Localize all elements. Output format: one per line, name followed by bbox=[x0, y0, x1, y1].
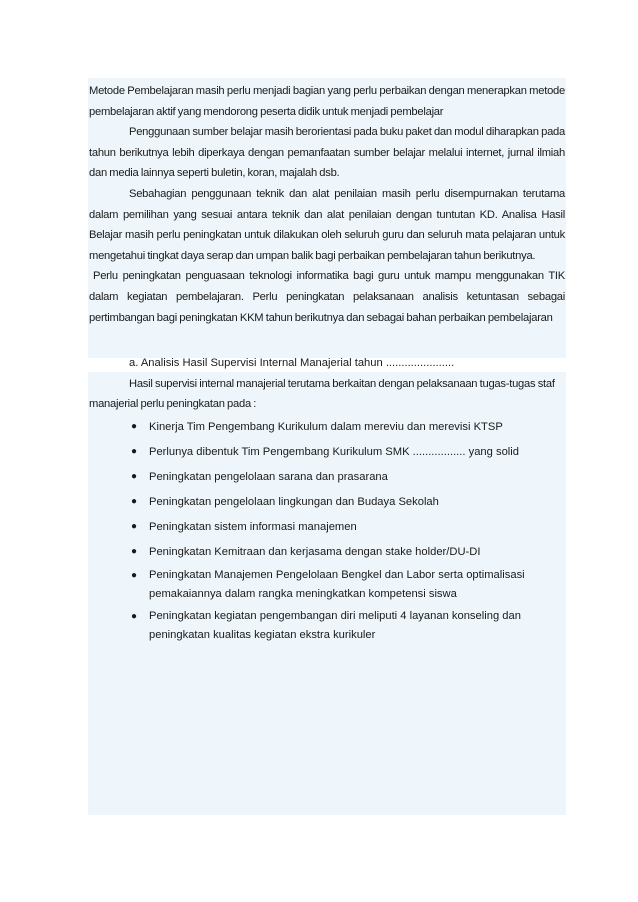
body-text bbox=[89, 81, 565, 328]
list-item bbox=[89, 517, 565, 538]
list-item bbox=[89, 566, 565, 604]
bullet-icon: ● bbox=[131, 420, 138, 432]
bullet-icon: ● bbox=[131, 470, 138, 482]
bullet-icon: ● bbox=[131, 610, 138, 622]
list-item-text: Peningkatan sistem informasi manajemen bbox=[149, 521, 357, 534]
list-item bbox=[89, 467, 565, 488]
bullet-icon: ● bbox=[131, 445, 138, 457]
paragraph-tik: Perlu peningkatan penguasaan teknologi informatika bagi guru untuk mampu menggunakan TIK dalam kegiatan pembelajaran. Perlu peningkatan pelaksanaan analisis ketuntasan sebagai pertimbangan bagi peningkatan KKM tahun berikutnya dan sebagai bahan perbaikan pembelajaran bbox=[89, 270, 565, 324]
bullet-icon: ● bbox=[131, 569, 138, 581]
section-a-heading: a. Analisis Hasil Supervisi Internal Manajerial tahun ...................... bbox=[129, 357, 455, 369]
list-item bbox=[89, 542, 565, 563]
list-item bbox=[89, 607, 565, 645]
list-item-text: Kinerja Tim Pengembang Kurikulum dalam mereviu dan merevisi KTSP bbox=[149, 420, 503, 433]
bullet-icon: ● bbox=[131, 546, 138, 558]
list-item-text: Peningkatan pengelolaan lingkungan dan Budaya Sekolah bbox=[149, 496, 439, 509]
section-a bbox=[89, 353, 565, 645]
list-item bbox=[89, 417, 565, 438]
bullet-icon: ● bbox=[131, 496, 138, 508]
section-a-intro: Hasil supervisi internal manajerial terutama berkaitan dengan pelaksanaan tugas-tugas staf manajerial perlu peningkatan pada : bbox=[89, 377, 555, 411]
list-item-text: Perlunya dibentuk Tim Pengembang Kurikulum SMK ................. yang solid bbox=[149, 445, 519, 458]
list-item-text: Peningkatan pengelolaan sarana dan prasarana bbox=[149, 470, 388, 483]
list-item bbox=[89, 442, 565, 463]
bullet-icon: ● bbox=[131, 521, 138, 533]
list-item bbox=[89, 492, 565, 513]
paragraph-metode: Metode Pembelajaran masih perlu menjadi bagian yang perlu perbaikan dengan menerapkan metode pembelajaran aktif yang mendorong peserta didik untuk menjadi pembelajar bbox=[89, 85, 565, 118]
list-item-text: Peningkatan Kemitraan dan kerjasama dengan stake holder/DU-DI bbox=[149, 546, 481, 559]
paragraph-sumber-belajar: Penggunaan sumber belajar masih berorientasi pada buku paket dan modul diharapkan pada tahun berikutnya lebih diperkaya dengan pemanfaatan sumber belajar melalui internet, jurnal ilmiah dan media lainnya seperti buletin, koran, majalah dsb. bbox=[89, 126, 565, 180]
section-a-list bbox=[89, 417, 565, 645]
list-item-text: Peningkatan kegiatan pengembangan diri meliputi 4 layanan konseling dan peningkatan kualitas kegiatan ekstra kurikuler bbox=[149, 609, 521, 641]
list-item-text: Peningkatan Manajemen Pengelolaan Bengkel dan Labor serta optimalisasi pemakaiannya dalam rangka meningkatkan kompetensi siswa bbox=[149, 568, 525, 600]
paragraph-penilaian: Sebahagian penggunaan teknik dan alat penilaian masih perlu disempurnakan terutama dalam pemilihan yang sesuai antara teknik dan alat penilaian dengan tuntutan KD. Analisa Hasil Belajar masih perlu peningkatan untuk dilakukan oleh seluruh guru dan seluruh mata pelajaran untuk mengetahui tingkat daya serap dan umpan balik bagi perbaikan pembelajaran tahun berikutnya. bbox=[89, 187, 565, 262]
